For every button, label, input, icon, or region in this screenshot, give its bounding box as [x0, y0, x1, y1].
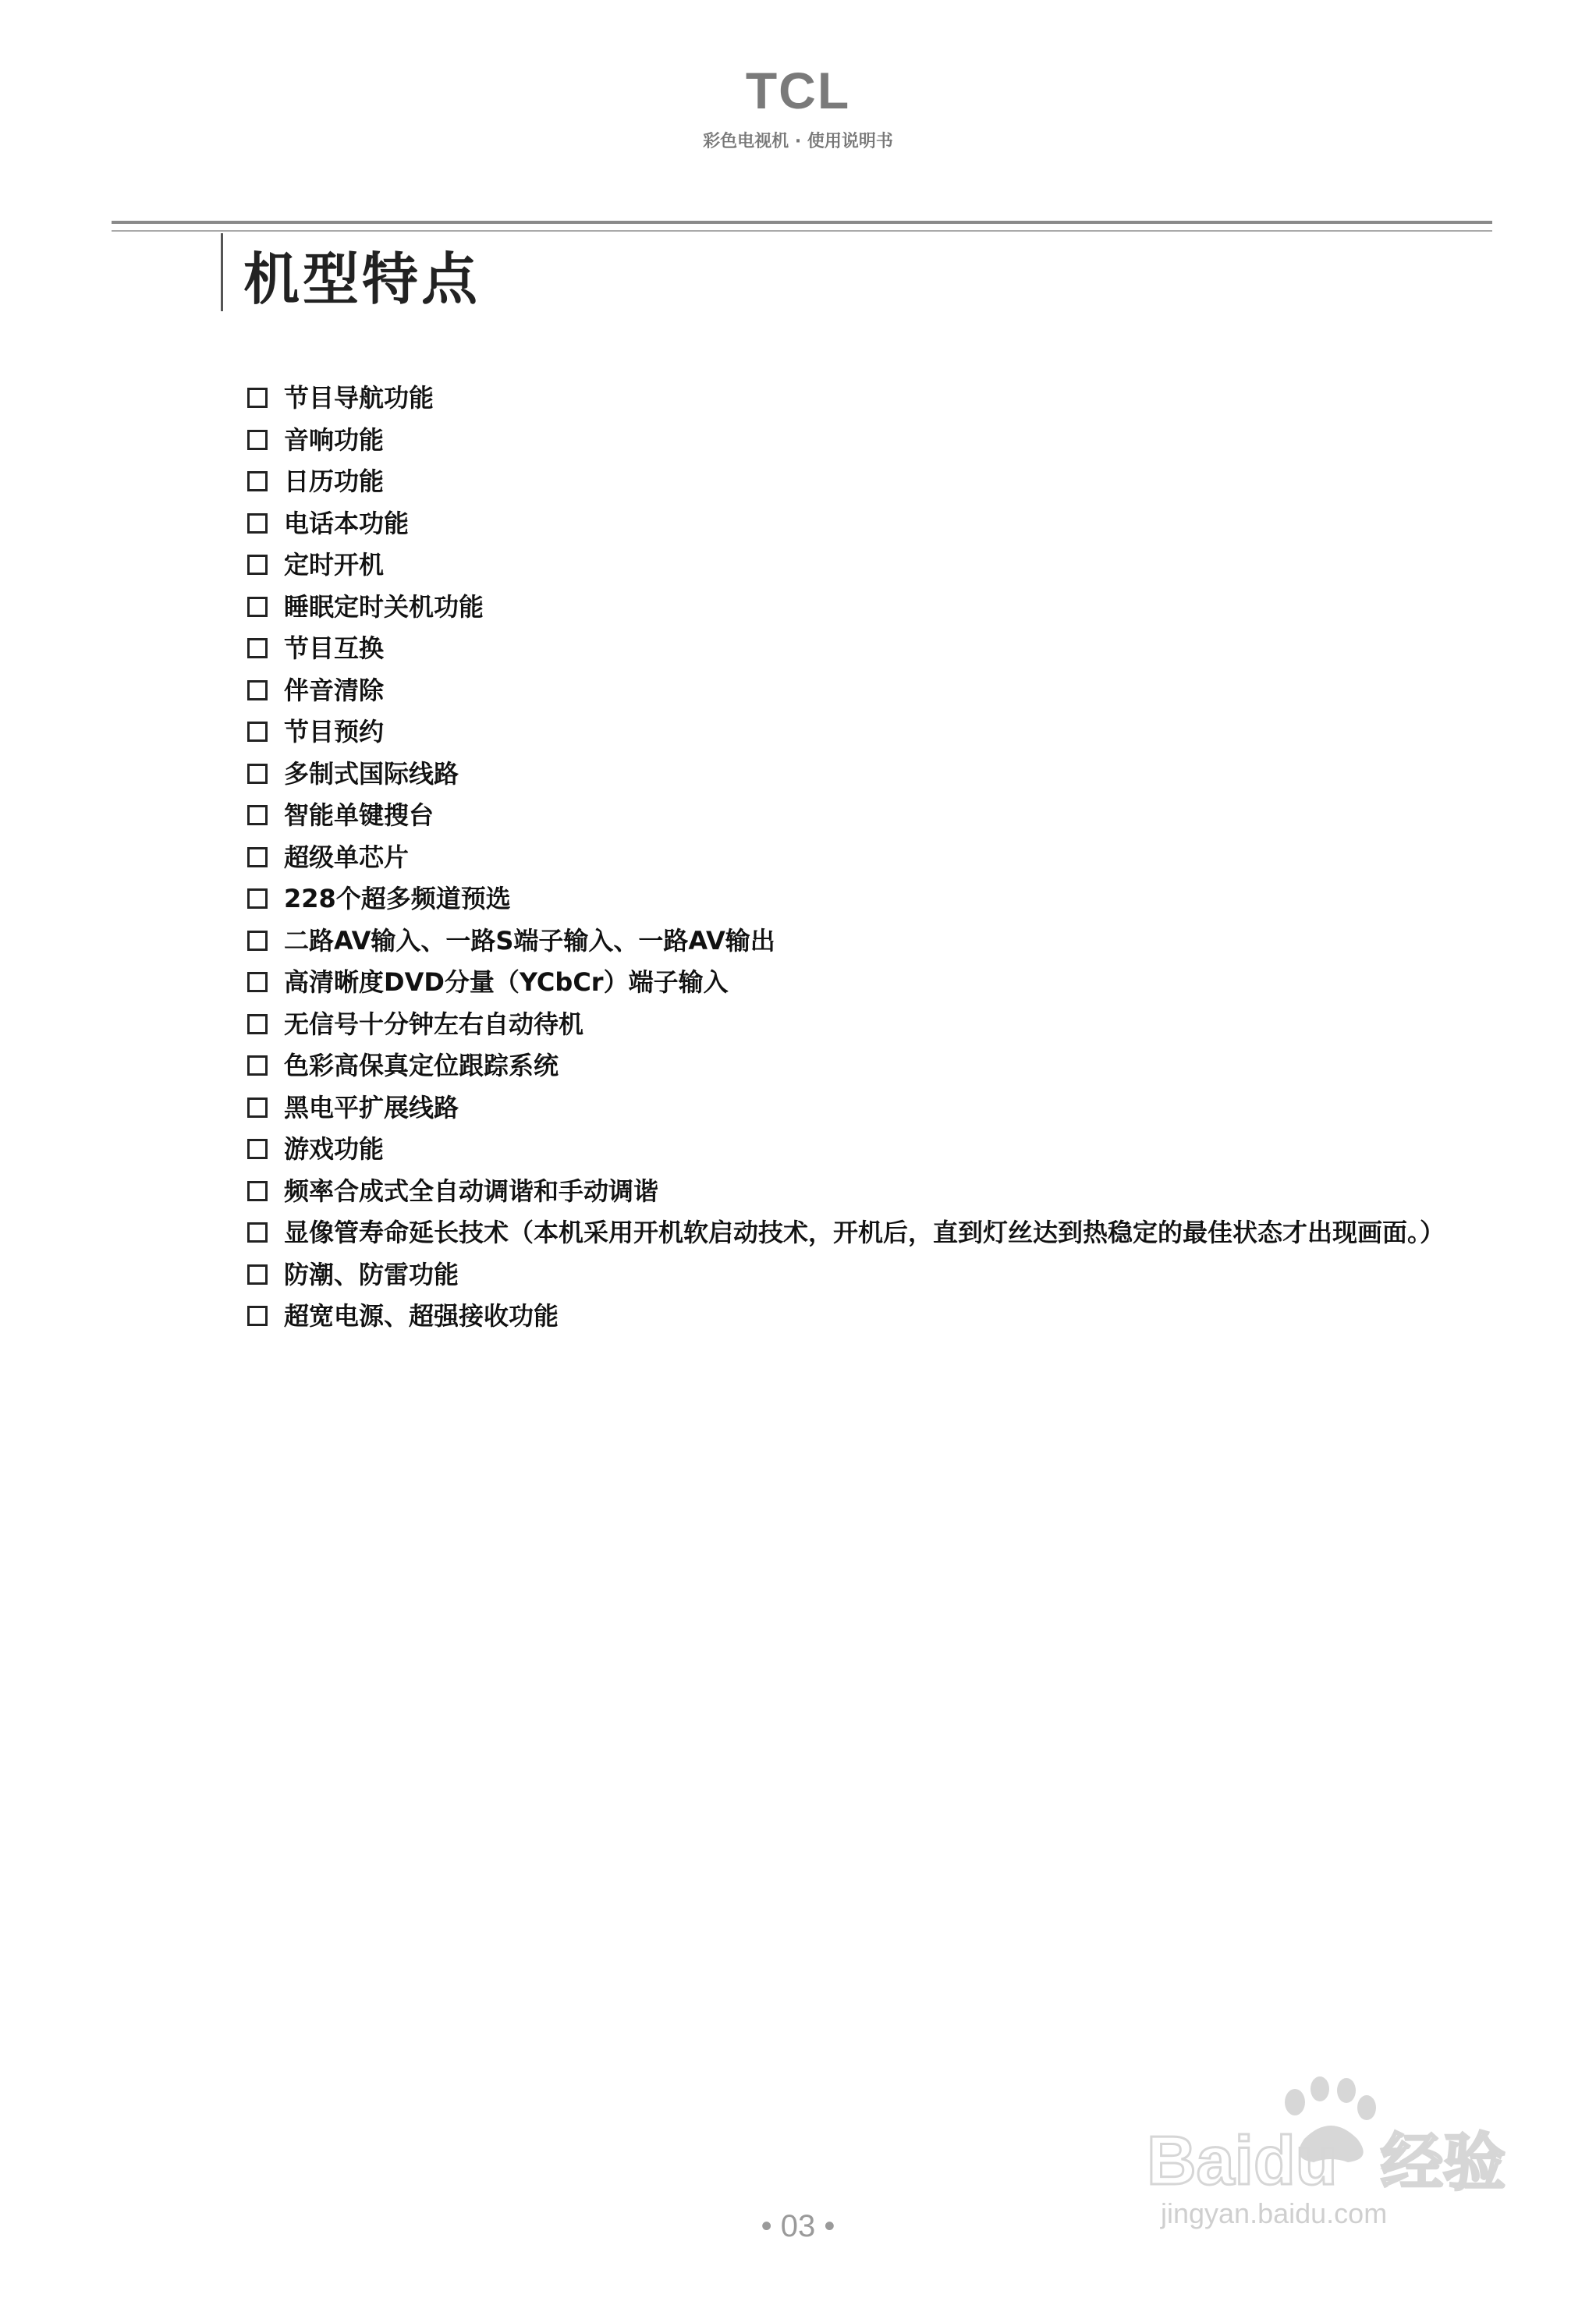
- feature-item: [247, 795, 1495, 837]
- feature-text: 节目预约: [284, 717, 385, 746]
- page-number: • 03 •: [761, 2209, 835, 2243]
- checkbox-icon: [247, 972, 268, 992]
- feature-text: 游戏功能: [284, 1134, 385, 1164]
- checkbox-icon: [247, 1098, 268, 1118]
- checkbox-icon: [247, 1014, 268, 1034]
- watermark-url-text: jingyan.baidu.com: [1161, 2197, 1388, 2229]
- header-rule-thin: [112, 230, 1492, 232]
- page-title: 机型特点: [243, 246, 481, 312]
- feature-item: [247, 1254, 1495, 1296]
- brand-logo: TCL: [745, 62, 851, 119]
- feature-item: [247, 503, 1495, 545]
- title-accent-bar: [221, 233, 223, 311]
- feature-item: [247, 628, 1495, 670]
- feature-text: 超宽电源、超强接收功能: [284, 1301, 559, 1331]
- feature-item: [247, 1171, 1495, 1213]
- checkbox-icon: [247, 888, 268, 909]
- checkbox-icon: [247, 555, 268, 575]
- feature-text: 电话本功能: [284, 508, 410, 538]
- checkbox-icon: [247, 1055, 268, 1076]
- feature-item: [247, 878, 1495, 920]
- checkbox-icon: [247, 1264, 268, 1285]
- feature-item: [247, 962, 1495, 1004]
- header-rule-thick: [112, 221, 1492, 224]
- feature-text: 伴音清除: [284, 675, 385, 705]
- checkbox-icon: [247, 597, 268, 617]
- checkbox-icon: [247, 847, 268, 867]
- checkbox-icon: [247, 931, 268, 951]
- feature-item: [247, 1087, 1495, 1129]
- feature-item: [247, 670, 1495, 712]
- feature-item: [247, 1212, 1472, 1254]
- feature-text: 显像管寿命延长技术（本机采用开机软启动技术，开机后，直到灯丝达到热稳定的最佳状态才出现画面。）: [284, 1218, 1445, 1247]
- feature-text: 防潮、防雷功能: [284, 1259, 459, 1289]
- feature-item: [247, 920, 1495, 963]
- feature-list: [247, 378, 1495, 1338]
- feature-item: [247, 754, 1495, 796]
- checkbox-icon: [247, 471, 268, 491]
- watermark-label-text: 经验: [1381, 2126, 1506, 2199]
- checkbox-icon: [247, 1181, 268, 1201]
- feature-text: 音响功能: [284, 424, 385, 455]
- watermark-brand-text: Baidu: [1147, 2122, 1338, 2199]
- feature-text: 日历功能: [284, 466, 385, 496]
- feature-item: [247, 1004, 1495, 1046]
- feature-text: 黑电平扩展线路: [284, 1092, 459, 1122]
- baidu-jingyan-watermark: [1139, 2067, 1545, 2239]
- feature-item: [247, 544, 1495, 587]
- brand-subtitle: 彩色电视机 · 使用说明书: [703, 132, 893, 151]
- checkbox-icon: [247, 1222, 268, 1243]
- feature-text: 228个超多频道预选: [284, 884, 511, 913]
- feature-text: 高清晰度DVD分量（YCbCr）端子输入: [284, 967, 729, 997]
- checkbox-icon: [247, 430, 268, 450]
- checkbox-icon: [247, 805, 268, 825]
- checkbox-icon: [247, 1139, 268, 1159]
- feature-text: 超级单芯片: [284, 842, 410, 872]
- feature-item: [247, 1129, 1495, 1171]
- feature-text: 智能单键搜台: [284, 800, 434, 830]
- feature-item: [247, 378, 1495, 420]
- checkbox-icon: [247, 1306, 268, 1326]
- checkbox-icon: [247, 513, 268, 534]
- feature-item: [247, 711, 1495, 754]
- feature-text: 频率合成式全自动调谐和手动调谐: [284, 1176, 659, 1206]
- feature-text: 节目导航功能: [284, 383, 434, 413]
- feature-text: 色彩高保真定位跟踪系统: [284, 1051, 559, 1080]
- feature-item: [247, 1296, 1495, 1338]
- feature-item: [247, 420, 1495, 462]
- checkbox-icon: [247, 388, 268, 408]
- feature-text: 睡眠定时关机功能: [284, 591, 484, 622]
- feature-text: 二路AV输入、一路S端子输入、一路AV输出: [284, 925, 775, 956]
- feature-item: [247, 1045, 1495, 1087]
- feature-item: [247, 587, 1495, 629]
- checkbox-icon: [247, 680, 268, 700]
- feature-text: 定时开机: [284, 550, 385, 580]
- feature-text: 无信号十分钟左右自动待机: [284, 1009, 584, 1039]
- feature-item: [247, 461, 1495, 503]
- feature-text: 多制式国际线路: [284, 758, 459, 789]
- feature-item: [247, 837, 1495, 879]
- checkbox-icon: [247, 722, 268, 742]
- feature-text: 节目互换: [284, 633, 385, 663]
- checkbox-icon: [247, 638, 268, 658]
- checkbox-icon: [247, 764, 268, 784]
